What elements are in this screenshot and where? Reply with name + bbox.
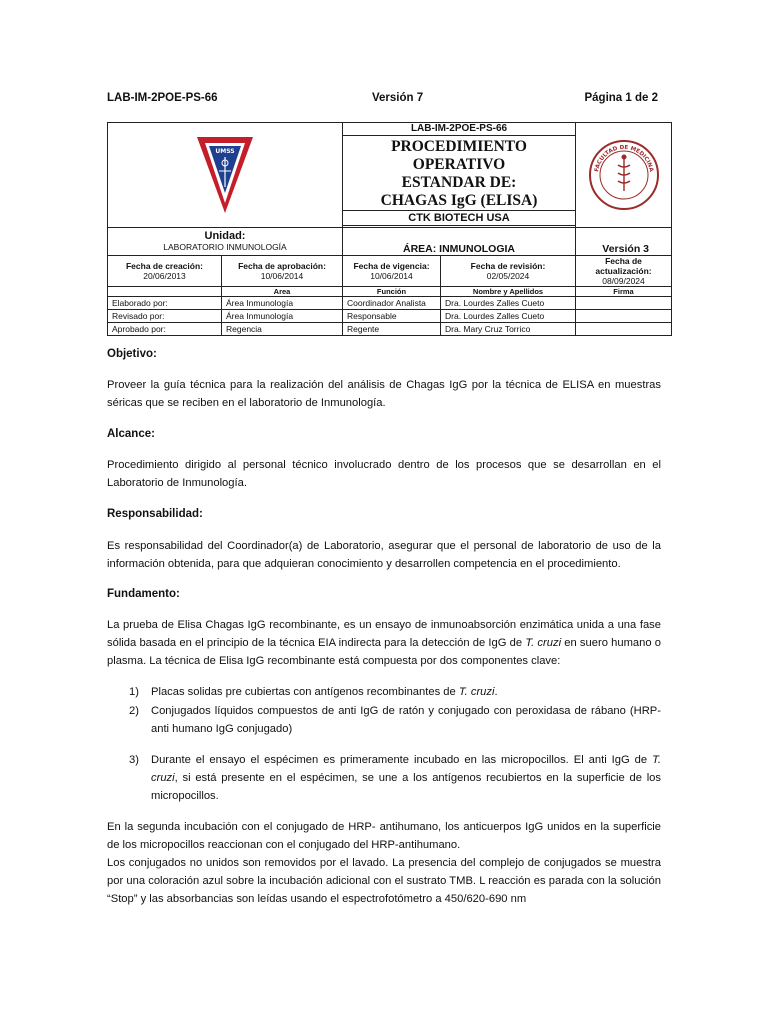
paragraph-final-2: Los conjugados no unidos son removidos por el lavado. La presencia del complejo de conjugados se muestra por una coloración azul sobre la incubación adicional con el sustrato TMB. L reacción es parada con la solución “Stop” y las absorbancias son leídas usando el espectrofotómetro a 450/620-690 nm <box>107 857 661 905</box>
logo-left-cell <box>108 123 343 228</box>
sig-header <box>108 287 222 297</box>
svg-text:FACULTAD DE MEDICINA: FACULTAD DE MEDICINA <box>593 144 654 173</box>
sig-header: Firma <box>576 287 672 297</box>
page-header-line <box>107 92 658 106</box>
date-created: Fecha de creación: 20/06/2013 <box>108 256 222 287</box>
university-shield-icon <box>195 135 255 215</box>
paragraph-final-1: En la segunda incubación con el conjugado de HRP- antihumano, los anticuerpos IgG unidos en la superficie de los micropocillos reaccionan con el conjugado del HRP-antihumano. <box>107 821 661 851</box>
unit-cell: Unidad: LABORATORIO INMUNOLOGÍA <box>108 228 343 256</box>
table-row: Revisado por: Área Inmunología Responsable Dra. Lourdes Zalles Cueto <box>108 310 672 323</box>
table-row: Elaborado por: Área Inmunología Coordinador Analista Dra. Lourdes Zalles Cueto <box>108 297 672 310</box>
heading-objetivo: Objetivo: <box>107 348 157 360</box>
version-cell: Versión 3 <box>576 228 672 256</box>
faculty-seal-icon <box>586 137 662 213</box>
sig-header: Nombre y Apellidos <box>441 287 576 297</box>
header-code: LAB-IM-2POE-PS-66 <box>343 123 576 136</box>
sig-header: Area <box>222 287 343 297</box>
paragraph-responsabilidad: Es responsabilidad del Coordinador(a) de Laboratorio, asegurar que el personal de laboratorio de uso de la información obtenida, para que adquieran conocimiento y desarrollen competencia en el procedimiento. <box>107 540 661 570</box>
date-revised: Fecha de revisión: 02/05/2024 <box>441 256 576 287</box>
heading-alcance: Alcance: <box>107 428 155 440</box>
page-number: Página 1 de 2 <box>584 92 658 104</box>
paragraph-alcance: Procedimiento dirigido al personal técnico involucrado dentro de los procesos que se desarrollan en el Laboratorio de Inmunología. <box>107 459 661 489</box>
paragraph-objetivo: Proveer la guía técnica para la realización del análisis de Chagas IgG por la técnica de ELISA en muestras séricas que se reciben en el laboratorio de Inmunología. <box>107 379 661 409</box>
doc-version: Versión 7 <box>372 92 424 104</box>
doc-code: LAB-IM-2POE-PS-66 <box>107 92 218 104</box>
svg-text:UMSS: UMSS <box>215 148 235 155</box>
area-cell: ÁREA: INMUNOLOGIA <box>343 228 576 256</box>
date-updated: Fecha de actualización: 08/09/2024 <box>576 256 672 287</box>
heading-fundamento: Fundamento: <box>107 588 180 600</box>
doc-title: PROCEDIMIENTO OPERATIVO ESTANDAR DE: CHAGAS IgG (ELISA) <box>343 136 576 211</box>
document-header-table <box>107 122 672 336</box>
date-valid: Fecha de vigencia: 10/06/2014 <box>343 256 441 287</box>
logo-right-cell <box>576 123 672 228</box>
heading-responsabilidad: Responsabilidad: <box>107 508 203 520</box>
table-row: Aprobado por: Regencia Regente Dra. Mary Cruz Torrico <box>108 323 672 336</box>
date-approved: Fecha de aprobación: 10/06/2014 <box>222 256 343 287</box>
paragraph-fundamento: La prueba de Elisa Chagas IgG recombinante, es un ensayo de inmunoabsorción enzimática unida a una fase sólida basada en el principio de la técnica EIA indirecta para la detección de IgG de T. cruzi en suero humano o plasma. La técnica de Elisa IgG recombinante está compuesta por dos componentes clave: <box>107 619 661 667</box>
doc-subtitle: CTK BIOTECH USA <box>343 211 576 226</box>
sig-header: Función <box>343 287 441 297</box>
